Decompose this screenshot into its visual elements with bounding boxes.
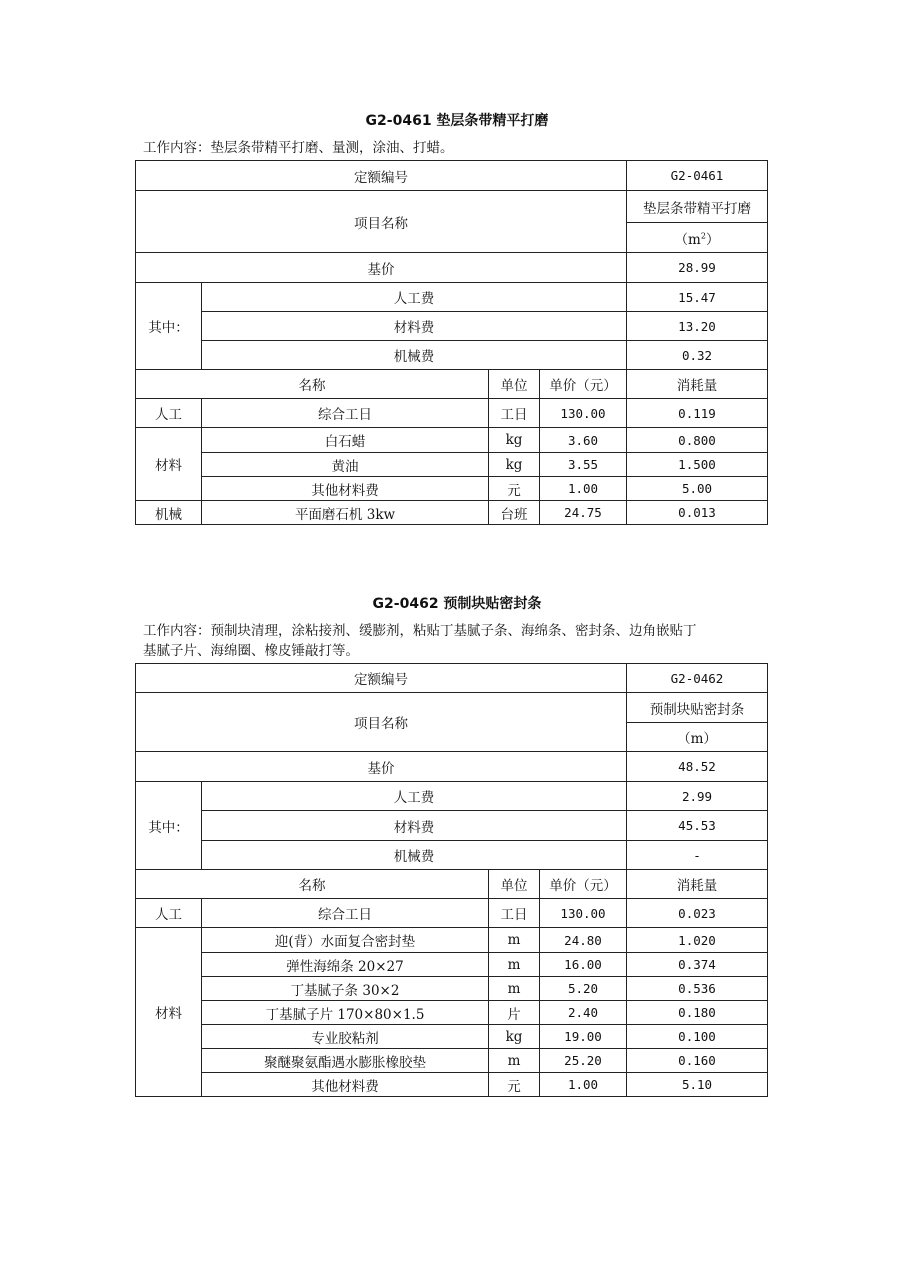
section-title: G2-0461 垫层条带精平打磨 xyxy=(365,113,549,129)
col-price-header: 单价（元） xyxy=(540,370,627,399)
code-label: 定额编号 xyxy=(136,664,627,693)
work-content xyxy=(143,621,767,661)
resource-name: 其他材料费 xyxy=(202,1073,489,1097)
col-price-header: 单价（元） xyxy=(540,870,627,899)
resource-unit: 台班 xyxy=(489,501,540,525)
machine-cost-value: 0.32 xyxy=(627,341,768,370)
table-row xyxy=(136,664,768,693)
resource-price: 24.75 xyxy=(540,501,627,525)
resource-qty: 0.374 xyxy=(627,953,768,977)
resource-price: 130.00 xyxy=(540,399,627,428)
category-cell: 材料 xyxy=(136,428,202,501)
qizhong-label: 其中： xyxy=(136,782,202,870)
labor-cost-value: 2.99 xyxy=(627,782,768,811)
table-row xyxy=(136,453,768,477)
section-title: G2-0462 预制块贴密封条 xyxy=(372,596,542,612)
resource-unit: kg xyxy=(489,453,540,477)
table-row xyxy=(136,399,768,428)
col-unit-header: 单位 xyxy=(489,370,540,399)
table-row xyxy=(136,501,768,525)
table-row xyxy=(136,283,768,312)
material-cost-label: 材料费 xyxy=(202,312,627,341)
resource-price: 24.80 xyxy=(540,928,627,953)
category-cell: 机械 xyxy=(136,501,202,525)
machine-cost-label: 机械费 xyxy=(202,841,627,870)
table-row xyxy=(136,811,768,841)
base-price-label: 基价 xyxy=(136,253,627,283)
resource-qty: 0.023 xyxy=(627,899,768,928)
resource-price: 16.00 xyxy=(540,953,627,977)
table-row xyxy=(136,1025,768,1049)
resource-name: 其他材料费 xyxy=(202,477,489,501)
resource-name: 丁基腻子片 170×80×1.5 xyxy=(202,1001,489,1025)
resource-unit: 工日 xyxy=(489,399,540,428)
category-cell: 人工 xyxy=(136,399,202,428)
resource-name: 综合工日 xyxy=(202,399,489,428)
resource-qty: 0.013 xyxy=(627,501,768,525)
table-row xyxy=(136,312,768,341)
material-cost-value: 13.20 xyxy=(627,312,768,341)
table-row xyxy=(136,1049,768,1073)
work-content: 工作内容：垫层条带精平打磨、量测，涂油、打蜡。 xyxy=(143,140,454,156)
col-qty-header: 消耗量 xyxy=(627,870,768,899)
resource-qty: 5.10 xyxy=(627,1073,768,1097)
resource-price: 1.00 xyxy=(540,1073,627,1097)
resource-unit: m xyxy=(489,928,540,953)
item-name-value: 垫层条带精平打磨 xyxy=(627,191,768,223)
table-row xyxy=(136,899,768,928)
resource-price: 130.00 xyxy=(540,899,627,928)
category-cell: 材料 xyxy=(136,928,202,1097)
code-label: 定额编号 xyxy=(136,161,627,191)
resource-qty: 0.800 xyxy=(627,428,768,453)
table-row xyxy=(136,953,768,977)
resource-unit: kg xyxy=(489,1025,540,1049)
quota-section-g2-0462 xyxy=(135,595,767,1097)
column-header-row xyxy=(136,370,768,399)
item-name-label: 项目名称 xyxy=(136,191,627,253)
item-name-label: 项目名称 xyxy=(136,693,627,752)
item-name-value: 预制块贴密封条 xyxy=(627,693,768,723)
table-row xyxy=(136,782,768,811)
resource-price: 3.60 xyxy=(540,428,627,453)
work-content-line: 工作内容：预制块清理，涂粘接剂、缓膨剂，粘贴丁基腻子条、海绵条、密封条、边角嵌贴丁 xyxy=(143,623,697,639)
resource-name: 迎(背）水面复合密封垫 xyxy=(202,928,489,953)
table-row xyxy=(136,977,768,1001)
item-unit: （m） xyxy=(627,723,768,752)
resource-price: 25.20 xyxy=(540,1049,627,1073)
resource-unit: 片 xyxy=(489,1001,540,1025)
quota-table xyxy=(135,160,768,525)
resource-unit: 元 xyxy=(489,1073,540,1097)
resource-qty: 0.119 xyxy=(627,399,768,428)
col-name-header: 名称 xyxy=(136,870,489,899)
table-row xyxy=(136,752,768,782)
resource-qty: 0.100 xyxy=(627,1025,768,1049)
table-row xyxy=(136,1001,768,1025)
category-cell: 人工 xyxy=(136,899,202,928)
resource-price: 3.55 xyxy=(540,453,627,477)
resource-price: 19.00 xyxy=(540,1025,627,1049)
table-row xyxy=(136,253,768,283)
item-unit: $(m^2)$ xyxy=(627,223,768,253)
resource-name: 平面磨石机 3kw xyxy=(202,501,489,525)
resource-unit: kg xyxy=(489,428,540,453)
base-price-label: 基价 xyxy=(136,752,627,782)
resource-name: 丁基腻子条 30×2 xyxy=(202,977,489,1001)
machine-cost-label: 机械费 xyxy=(202,341,627,370)
resource-unit: m xyxy=(489,977,540,1001)
base-price-value: 28.99 xyxy=(627,253,768,283)
resource-unit: 工日 xyxy=(489,899,540,928)
resource-name: 黄油 xyxy=(202,453,489,477)
resource-name: 弹性海绵条 20×27 xyxy=(202,953,489,977)
table-row xyxy=(136,841,768,870)
resource-qty: 5.00 xyxy=(627,477,768,501)
work-content-line: 基腻子片、海绵圈、橡皮锤敲打等。 xyxy=(143,643,359,659)
resource-price: 5.20 xyxy=(540,977,627,1001)
material-cost-value: 45.53 xyxy=(627,811,768,841)
resource-name: 白石蜡 xyxy=(202,428,489,453)
table-row xyxy=(136,161,768,191)
column-header-row xyxy=(136,870,768,899)
labor-cost-label: 人工费 xyxy=(202,283,627,312)
code-value: G2-0461 xyxy=(627,161,768,191)
col-name-header: 名称 xyxy=(136,370,489,399)
material-cost-label: 材料费 xyxy=(202,811,627,841)
resource-qty: 1.500 xyxy=(627,453,768,477)
resource-unit: m xyxy=(489,953,540,977)
resource-price: 2.40 xyxy=(540,1001,627,1025)
resource-qty: 0.180 xyxy=(627,1001,768,1025)
table-row xyxy=(136,191,768,223)
code-value: G2-0462 xyxy=(627,664,768,693)
table-row xyxy=(136,693,768,723)
quota-table xyxy=(135,663,768,1097)
table-row xyxy=(136,1073,768,1097)
resource-name: 综合工日 xyxy=(202,899,489,928)
quota-section-g2-0461 xyxy=(135,112,767,525)
base-price-value: 48.52 xyxy=(627,752,768,782)
col-qty-header: 消耗量 xyxy=(627,370,768,399)
table-row xyxy=(136,928,768,953)
qizhong-label: 其中： xyxy=(136,283,202,370)
resource-qty: 0.536 xyxy=(627,977,768,1001)
col-unit-header: 单位 xyxy=(489,870,540,899)
resource-qty: 1.020 xyxy=(627,928,768,953)
labor-cost-value: 15.47 xyxy=(627,283,768,312)
resource-price: 1.00 xyxy=(540,477,627,501)
machine-cost-value: - xyxy=(627,841,768,870)
table-row xyxy=(136,341,768,370)
labor-cost-label: 人工费 xyxy=(202,782,627,811)
resource-name: 专业胶粘剂 xyxy=(202,1025,489,1049)
resource-unit: m xyxy=(489,1049,540,1073)
table-row xyxy=(136,477,768,501)
resource-name: 聚醚聚氨酯遇水膨胀橡胶垫 xyxy=(202,1049,489,1073)
table-row xyxy=(136,428,768,453)
resource-unit: 元 xyxy=(489,477,540,501)
resource-qty: 0.160 xyxy=(627,1049,768,1073)
